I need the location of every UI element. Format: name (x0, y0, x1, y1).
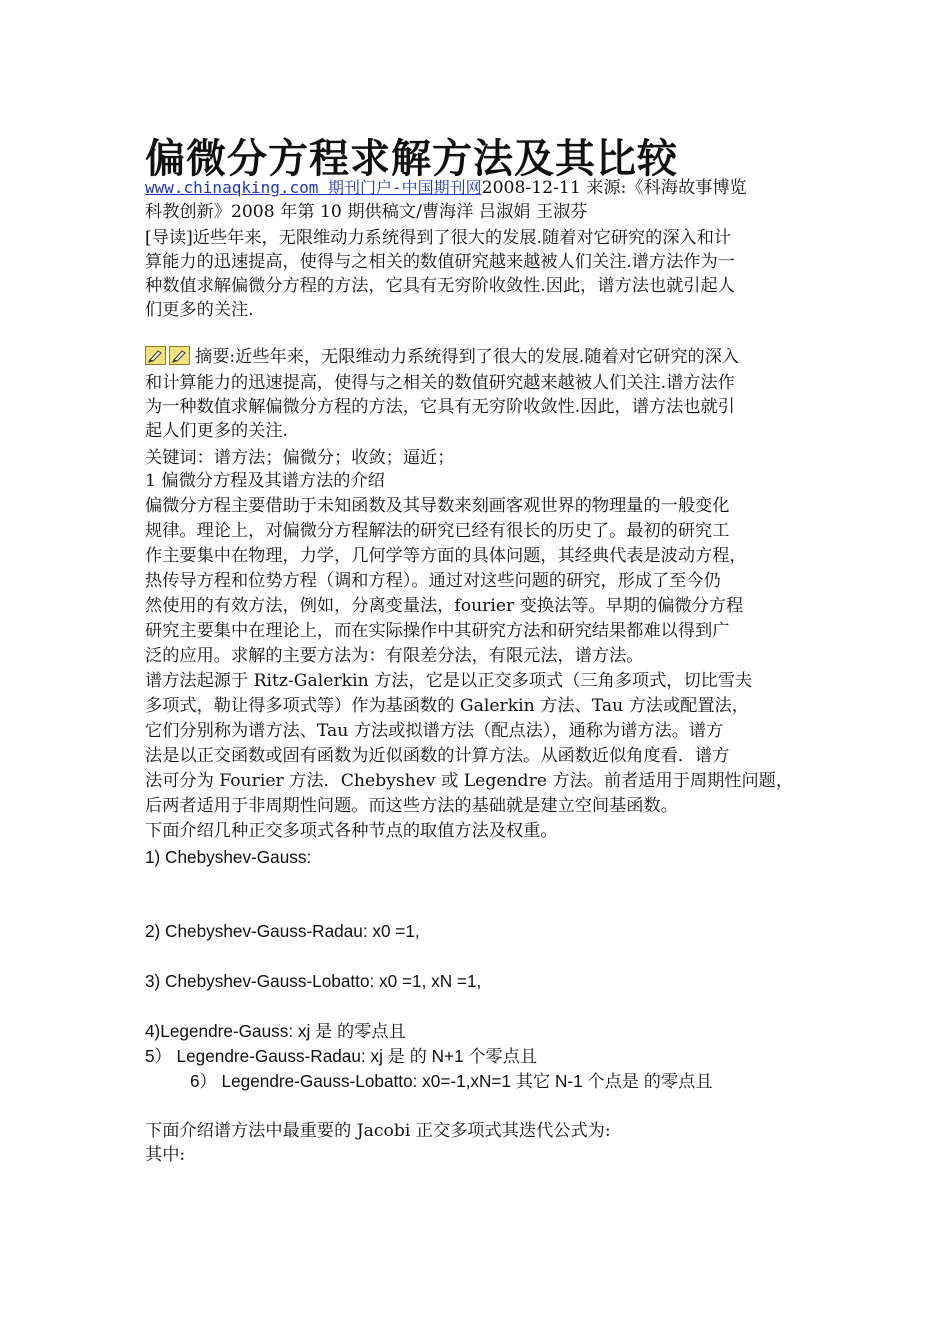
paragraph-line: 下面介绍谱方法中最重要的 Jacobi 正交多项式其迭代公式为: (145, 1121, 611, 1141)
list-item: 5） Legendre-Gauss-Radau: xj 是 的 N+1 个零点且 (145, 1046, 538, 1066)
keywords: 关键词：谱方法；偏微分；收敛；逼近； (145, 448, 455, 468)
paragraph-line: 偏微分方程主要借助于未知函数及其导数来刻画客观世界的物理量的一般变化 (145, 496, 730, 516)
paragraph-line: 法可分为 Fourier 方法．Chebyshev 或 Legendre 方法。前者适用于周期性问题， (145, 771, 794, 791)
abstract-text: 摘要:近些年来，无限维动力系统得到了很大的发展.随着对它研究的深入 (195, 347, 740, 367)
list-item: 2) Chebyshev-Gauss-Radau: x0 =1, (145, 921, 420, 941)
abstract-line: 起人们更多的关注. (145, 421, 288, 441)
paragraph-line: 它们分别称为谱方法、Tau 方法或拟谱方法（配点法），通称为谱方法。谱方 (145, 721, 724, 741)
list-item: 4)Legendre-Gauss: xj 是 的零点且 (145, 1021, 406, 1041)
edit-icon[interactable] (169, 346, 190, 365)
source-link[interactable]: www.chinaqking.com 期刊门户-中国期刊网 (145, 178, 482, 197)
paragraph-line: 多项式，勒让得多项式等）作为基函数的 Galerkin 方法、Tau 方法或配置法， (145, 696, 749, 716)
paragraph-line: 作主要集中在物理，力学，几何学等方面的具体问题，其经典代表是波动方程， (145, 546, 747, 566)
paragraph-line: 法是以正交函数或固有函数为近似函数的计算方法。从函数近似角度看．谱方 (145, 746, 730, 766)
paragraph-line: 下面介绍几种正交多项式各种节点的取值方法及权重。 (145, 821, 558, 841)
source-line-1 (145, 176, 747, 200)
guide-line: [导读]近些年来，无限维动力系统得到了很大的发展.随着对它研究的深入和计 (145, 228, 732, 248)
paragraph-line: 研究主要集中在理论上，而在实际操作中其研究方法和研究结果都难以得到广 (145, 621, 730, 641)
abstract-line: 为一种数值求解偏微分方程的方法，它具有无穷阶收敛性.因此，谱方法也就引 (145, 397, 735, 417)
guide-line: 算能力的迅速提高，使得与之相关的数值研究越来越被人们关注.谱方法作为一 (145, 252, 735, 272)
edit-icon[interactable] (145, 346, 166, 365)
abstract-icons (145, 346, 193, 370)
section-heading: 1 偏微分方程及其谱方法的介绍 (145, 471, 385, 491)
abstract-line (145, 345, 739, 370)
source-date: 2008-12-11 来源:《科海故事博览 (481, 178, 747, 198)
list-item: 1) Chebyshev-Gauss: (145, 847, 312, 867)
paragraph-line: 热传导方程和位势方程（调和方程）。通过对这些问题的研究，形成了至今仍 (145, 571, 721, 591)
abstract-line: 和计算能力的迅速提高，使得与之相关的数值研究越来越被人们关注.谱方法作 (145, 373, 735, 393)
source-line-2: 科教创新》2008 年第 10 期供稿文/曹海洋 吕淑娟 王淑芬 (145, 202, 588, 222)
paragraph-line: 谱方法起源于 Ritz-Galerkin 方法，它是以正交多项式（三角多项式，切比雪夫 (145, 671, 753, 691)
list-item: 6） Legendre-Gauss-Lobatto: x0=-1,xN=1 其它 N-1 个点是 的零点且 (190, 1071, 713, 1091)
paragraph-line: 后两者适用于非周期性问题。而这些方法的基础就是建立空间基函数。 (145, 796, 678, 816)
guide-line: 们更多的关注. (145, 300, 254, 320)
paragraph-line: 其中: (145, 1145, 186, 1165)
paragraph-line: 规律。理论上，对偏微分方程解法的研究已经有很长的历史了。最初的研究工 (145, 521, 730, 541)
list-item: 3) Chebyshev-Gauss-Lobatto: x0 =1, xN =1, (145, 971, 482, 991)
paragraph-line: 泛的应用。求解的主要方法为：有限差分法，有限元法，谱方法。 (145, 646, 644, 666)
page-title: 偏微分方程求解方法及其比较 (145, 135, 678, 182)
guide-line: 种数值求解偏微分方程的方法，它具有无穷阶收敛性.因此，谱方法也就引起人 (145, 276, 735, 296)
paragraph-line: 然使用的有效方法，例如，分离变量法，fourier 变换法等。早期的偏微分方程 (145, 596, 744, 616)
